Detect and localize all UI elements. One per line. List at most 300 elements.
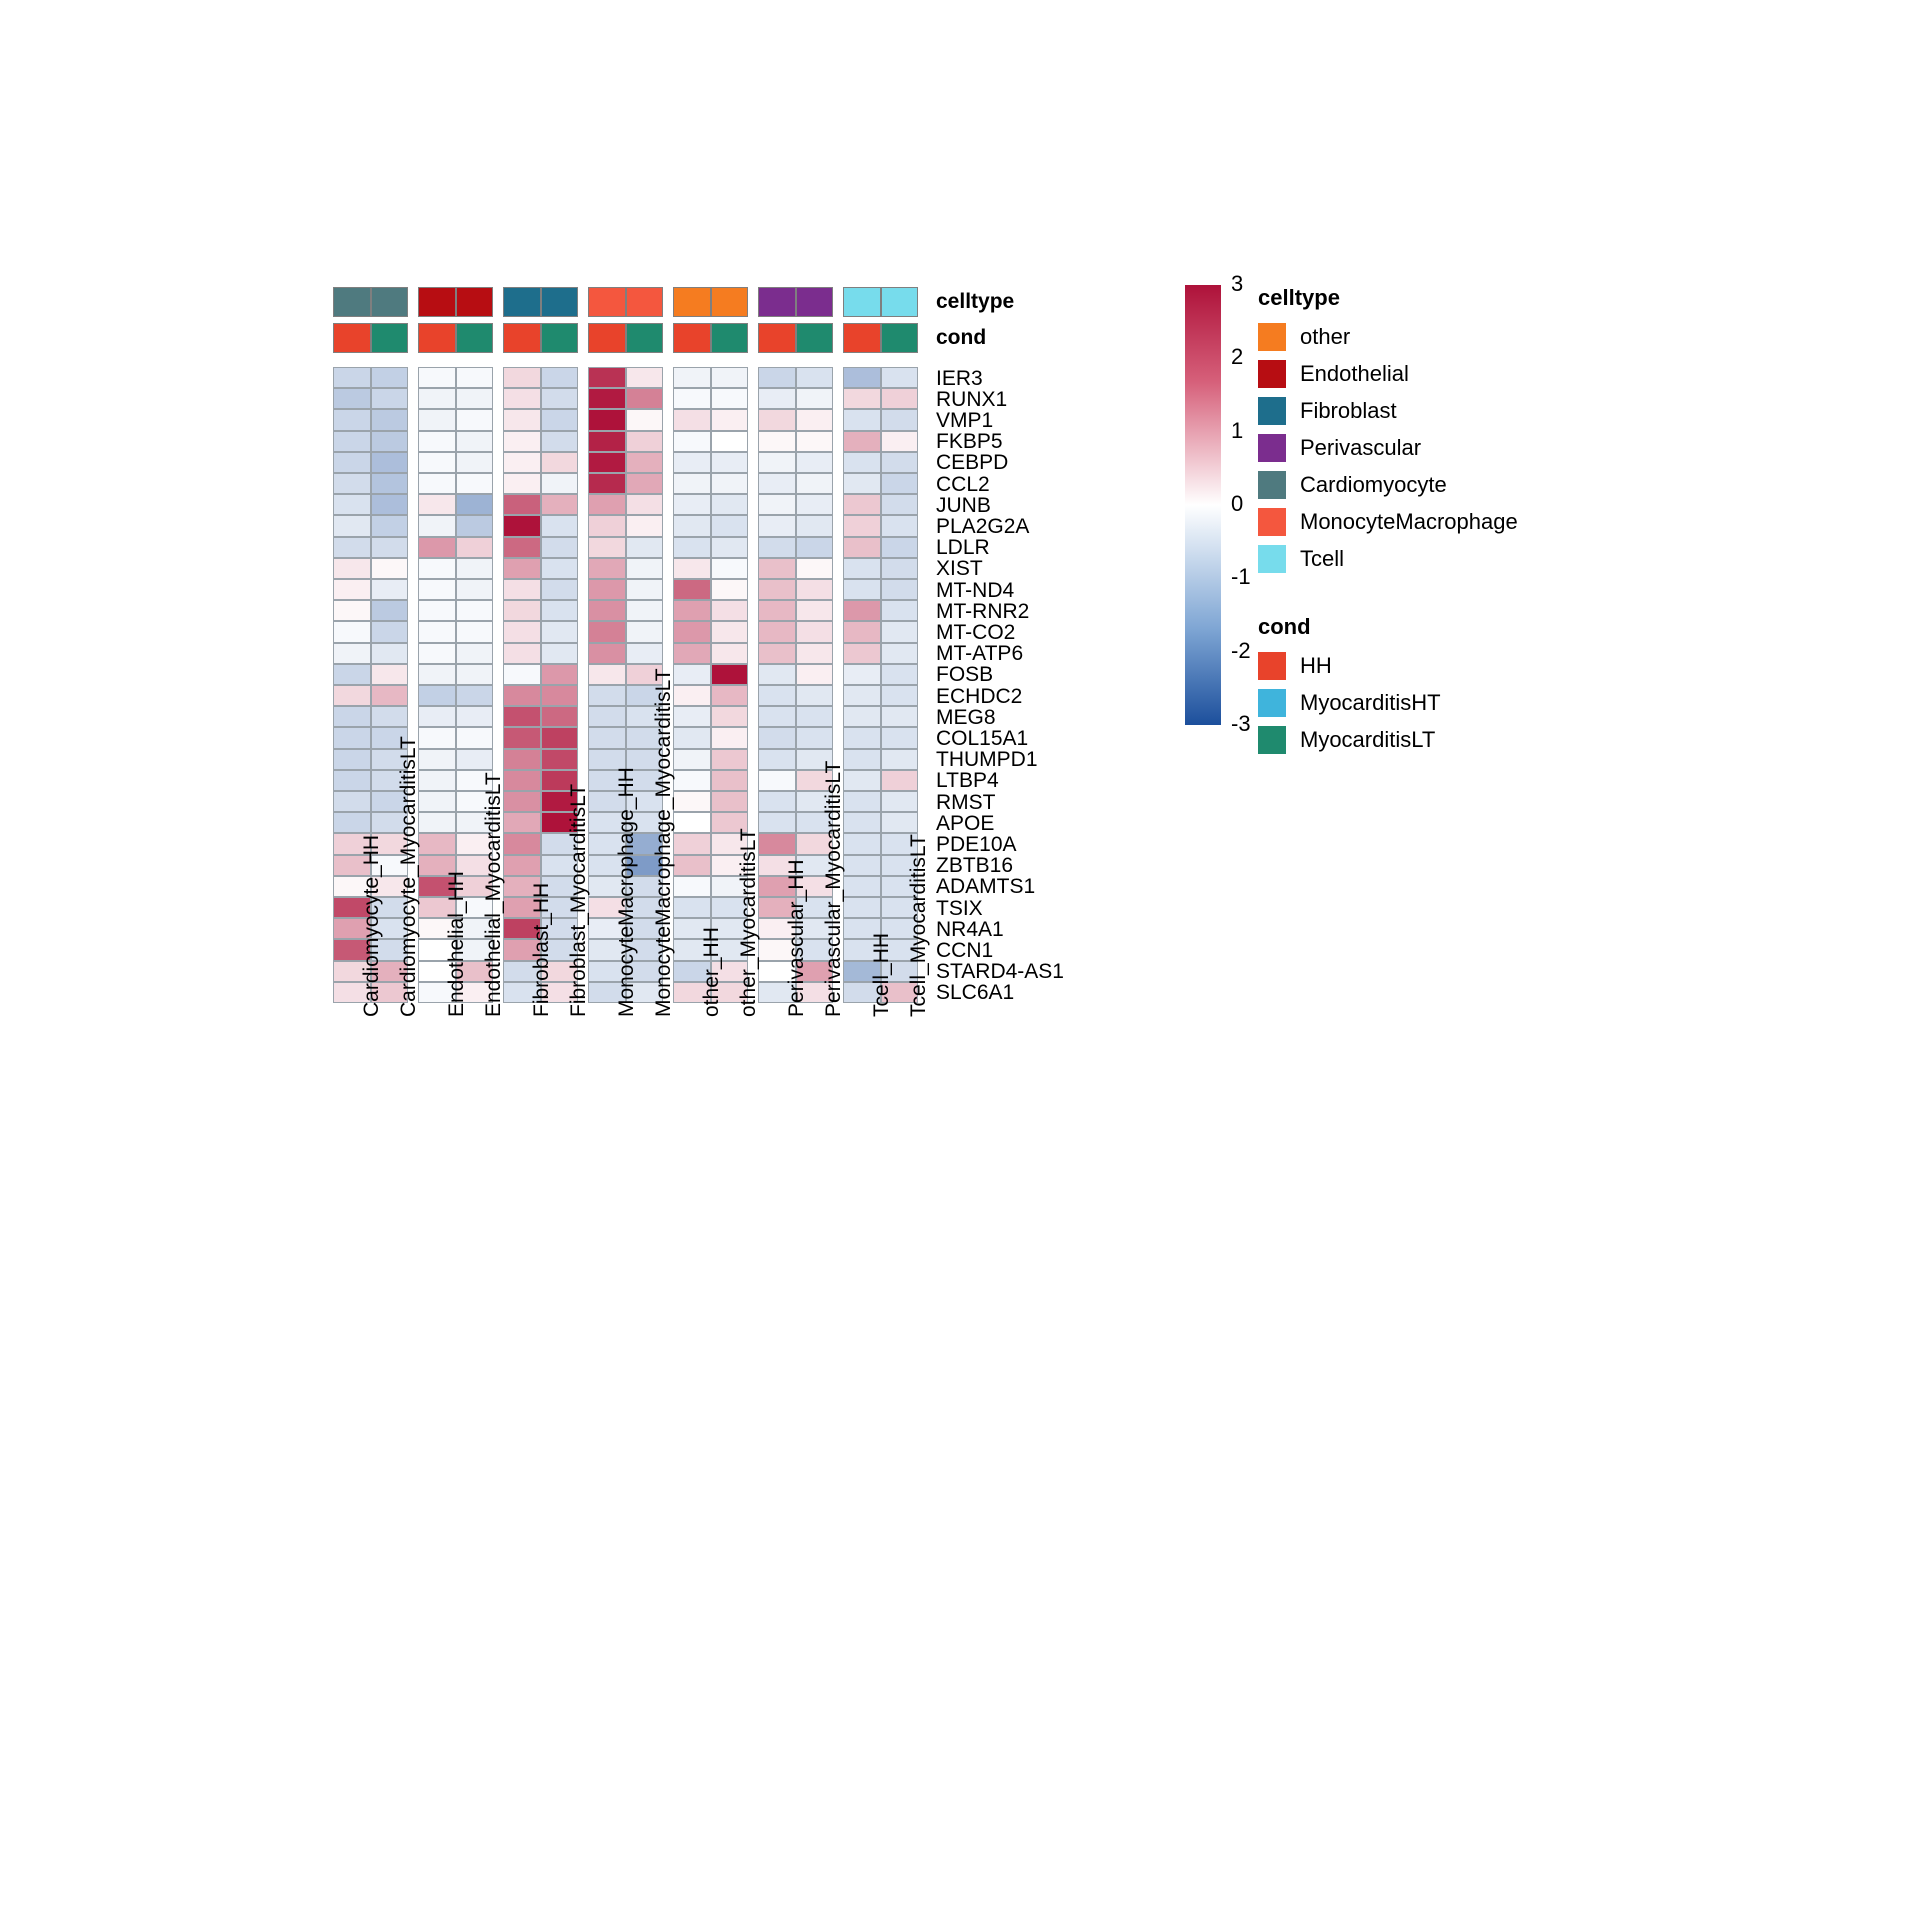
heatmap-cell — [673, 897, 711, 918]
heatmap-cell — [333, 494, 371, 515]
heatmap-cell — [626, 494, 664, 515]
heatmap-cell — [758, 367, 796, 388]
heatmap-cell — [673, 876, 711, 897]
row-label: ADAMTS1 — [936, 875, 1036, 899]
heatmap-cell — [418, 409, 456, 430]
heatmap-cell — [758, 621, 796, 642]
heatmap-cell — [711, 452, 749, 473]
heatmap-cell — [711, 664, 749, 685]
heatmap-cell — [843, 770, 881, 791]
annotation-cell-celltype — [796, 287, 834, 317]
heatmap-cell — [673, 664, 711, 685]
heatmap-cell — [843, 855, 881, 876]
legend-label: HH — [1300, 653, 1332, 678]
legend-cond — [1258, 614, 1441, 761]
legend-item[interactable] — [1258, 432, 1518, 464]
heatmap-cell — [418, 473, 456, 494]
heatmap-cell — [843, 727, 881, 748]
row-label: STARD4-AS1 — [936, 960, 1064, 984]
annotation-cell-celltype — [588, 287, 626, 317]
legend-label: other — [1300, 324, 1351, 349]
heatmap-cell — [333, 367, 371, 388]
heatmap-cell — [418, 706, 456, 727]
heatmap-cell — [588, 431, 626, 452]
heatmap-cell — [333, 685, 371, 706]
heatmap-cell — [626, 367, 664, 388]
heatmap-cell — [796, 664, 834, 685]
heatmap-cell — [796, 388, 834, 409]
heatmap-cell — [418, 537, 456, 558]
heatmap-cell — [626, 388, 664, 409]
heatmap-cell — [711, 537, 749, 558]
row-label: LDLR — [936, 536, 990, 560]
annotation-cell-celltype — [626, 287, 664, 317]
annotation-cell-celltype — [881, 287, 919, 317]
heatmap-cell — [711, 388, 749, 409]
heatmap-cell — [711, 409, 749, 430]
row-label: FKBP5 — [936, 430, 1003, 454]
heatmap-cell — [418, 558, 456, 579]
heatmap-cell — [333, 515, 371, 536]
heatmap-cell — [673, 537, 711, 558]
heatmap-cell — [758, 770, 796, 791]
annotation-cell-cond — [881, 323, 919, 353]
heatmap-cell — [626, 409, 664, 430]
heatmap-cell — [673, 473, 711, 494]
heatmap-cell — [843, 833, 881, 854]
annotation-cell-celltype — [711, 287, 749, 317]
heatmap-cell — [418, 812, 456, 833]
heatmap-cell — [588, 685, 626, 706]
heatmap-cell — [673, 770, 711, 791]
annotation-cell-cond — [503, 323, 541, 353]
heatmap-cell — [503, 409, 541, 430]
heatmap-cell — [843, 706, 881, 727]
heatmap-cell — [881, 367, 919, 388]
legend-item[interactable] — [1258, 469, 1518, 501]
heatmap-cell — [418, 600, 456, 621]
heatmap-cell — [333, 452, 371, 473]
heatmap-cell — [881, 452, 919, 473]
heatmap-cell — [588, 727, 626, 748]
heatmap-cell — [541, 600, 579, 621]
heatmap-cell — [711, 706, 749, 727]
heatmap-cell — [333, 643, 371, 664]
heatmap-cell — [673, 791, 711, 812]
annotation-cell-celltype — [758, 287, 796, 317]
heatmap-cell — [371, 431, 409, 452]
heatmap-cell — [588, 579, 626, 600]
heatmap-cell — [503, 515, 541, 536]
annotation-cell-celltype — [503, 287, 541, 317]
heatmap-cell — [333, 791, 371, 812]
heatmap-cell — [881, 388, 919, 409]
heatmap-cell — [796, 409, 834, 430]
annotation-cell-cond — [541, 323, 579, 353]
heatmap-cell — [333, 388, 371, 409]
heatmap-cell — [588, 706, 626, 727]
heatmap-cell — [758, 833, 796, 854]
heatmap-cell — [881, 558, 919, 579]
heatmap-cell — [371, 706, 409, 727]
heatmap-cell — [588, 664, 626, 685]
heatmap-cell — [456, 727, 494, 748]
heatmap-cell — [758, 812, 796, 833]
heatmap-cell — [333, 749, 371, 770]
row-label: MT-ATP6 — [936, 642, 1024, 666]
heatmap-cell — [503, 621, 541, 642]
column-label: Perivascular_HH — [784, 859, 808, 1017]
heatmap-cell — [758, 388, 796, 409]
heatmap-cell — [503, 643, 541, 664]
heatmap-cell — [711, 558, 749, 579]
heatmap-cell — [418, 452, 456, 473]
heatmap-cell — [626, 558, 664, 579]
legend-item[interactable] — [1258, 650, 1441, 682]
heatmap-cell — [796, 727, 834, 748]
heatmap-cell — [673, 452, 711, 473]
heatmap-cell — [333, 706, 371, 727]
annotation-cell-cond — [711, 323, 749, 353]
heatmap-cell — [673, 812, 711, 833]
heatmap-cell — [626, 537, 664, 558]
heatmap-cell — [588, 473, 626, 494]
row-label: RUNX1 — [936, 387, 1008, 411]
heatmap-cell — [758, 431, 796, 452]
heatmap-cell — [673, 727, 711, 748]
heatmap-cell — [418, 833, 456, 854]
legend-title: cond — [1258, 614, 1311, 639]
heatmap-cell — [456, 685, 494, 706]
legend-item[interactable] — [1258, 395, 1518, 427]
row-label: IER3 — [936, 366, 983, 390]
row-label: COL15A1 — [936, 727, 1029, 750]
heatmap-cell — [371, 600, 409, 621]
heatmap-cell — [456, 409, 494, 430]
heatmap-cell — [881, 621, 919, 642]
heatmap-cell — [673, 621, 711, 642]
row-label: ZBTB16 — [936, 854, 1014, 878]
annotation-cell-celltype — [673, 287, 711, 317]
annotation-cell-cond — [673, 323, 711, 353]
heatmap-cell — [456, 579, 494, 600]
colorbar-gradient — [1185, 285, 1221, 725]
annotation-cell-cond — [796, 323, 834, 353]
legend-item[interactable] — [1258, 687, 1441, 719]
column-label: Fibroblast_HH — [529, 882, 553, 1017]
heatmap-cell — [881, 431, 919, 452]
heatmap-cell — [371, 685, 409, 706]
legend-label: Cardiomyocyte — [1300, 472, 1447, 497]
row-label: APOE — [936, 811, 995, 835]
row-label: JUNB — [936, 493, 991, 517]
legend-swatch-icon — [1258, 360, 1286, 388]
heatmap-cell — [843, 388, 881, 409]
heatmap-cell — [503, 706, 541, 727]
heatmap-cell — [418, 685, 456, 706]
heatmap-cell — [711, 494, 749, 515]
heatmap-cell — [626, 431, 664, 452]
heatmap-cell — [796, 473, 834, 494]
heatmap-cell — [503, 494, 541, 515]
heatmap-cell — [503, 749, 541, 770]
heatmap-cell — [333, 473, 371, 494]
heatmap-cell — [711, 367, 749, 388]
heatmap-cell — [711, 727, 749, 748]
heatmap-cell — [371, 367, 409, 388]
heatmap-cell — [673, 494, 711, 515]
heatmap-cell — [673, 367, 711, 388]
heatmap-cell — [758, 600, 796, 621]
column-label: Tcell_HH — [869, 932, 893, 1017]
heatmap-cell — [503, 600, 541, 621]
heatmap-cell — [503, 855, 541, 876]
heatmap-cell — [541, 537, 579, 558]
heatmap-cell — [371, 558, 409, 579]
heatmap-cell — [673, 388, 711, 409]
heatmap-cell — [843, 409, 881, 430]
row-label: RMST — [936, 790, 996, 814]
heatmap-cell — [881, 579, 919, 600]
row-label: ECHDC2 — [936, 684, 1023, 708]
column-label: other_MyocarditisLT — [737, 828, 761, 1017]
heatmap-cell — [673, 515, 711, 536]
annotation-cell-cond — [588, 323, 626, 353]
heatmap-cell — [503, 473, 541, 494]
heatmap-cell — [881, 664, 919, 685]
heatmap-cell — [843, 579, 881, 600]
legend-label: Endothelial — [1300, 361, 1409, 386]
column-label: Endothelial_MyocarditisLT — [482, 772, 506, 1017]
annotation-cell-celltype — [333, 287, 371, 317]
row-label: CEBPD — [936, 451, 1009, 475]
heatmap-cell — [503, 727, 541, 748]
heatmap-cell — [843, 812, 881, 833]
heatmap-cell — [503, 770, 541, 791]
heatmap-cell — [333, 727, 371, 748]
colorbar — [1185, 285, 1221, 725]
row-label: MEG8 — [936, 705, 996, 729]
legend-swatch-icon — [1258, 726, 1286, 754]
legend-swatch-icon — [1258, 689, 1286, 717]
column-label: MonocyteMacrophage_MyocarditisLT — [652, 668, 676, 1017]
heatmap-cell — [711, 621, 749, 642]
heatmap-cell — [796, 431, 834, 452]
heatmap-cell — [711, 473, 749, 494]
heatmap-cell — [541, 473, 579, 494]
heatmap-cell — [758, 727, 796, 748]
heatmap-cell — [371, 621, 409, 642]
heatmap-cell — [796, 494, 834, 515]
heatmap-cell — [456, 494, 494, 515]
annotation-cell-cond — [843, 323, 881, 353]
column-label: Cardiomyocyte_MyocarditisLT — [397, 736, 421, 1017]
heatmap-cell — [881, 537, 919, 558]
heatmap-cell — [843, 367, 881, 388]
heatmap-cell — [418, 515, 456, 536]
heatmap-cell — [843, 558, 881, 579]
heatmap-cell — [541, 431, 579, 452]
heatmap-cell — [333, 409, 371, 430]
heatmap-cell — [881, 706, 919, 727]
annotation-cell-cond — [418, 323, 456, 353]
heatmap-cell — [881, 791, 919, 812]
heatmap-cell — [796, 621, 834, 642]
column-label: MonocyteMacrophage_HH — [614, 767, 638, 1017]
heatmap-cell — [588, 388, 626, 409]
annotation-row-label-celltype: celltype — [936, 290, 1015, 313]
heatmap-cell — [711, 515, 749, 536]
heatmap-cell — [626, 621, 664, 642]
heatmap-cell — [796, 367, 834, 388]
heatmap-cell — [796, 643, 834, 664]
heatmap-cell — [418, 367, 456, 388]
heatmap-cell — [503, 431, 541, 452]
heatmap-cell — [626, 579, 664, 600]
heatmap-cell — [881, 409, 919, 430]
legend-label: MyocarditisLT — [1300, 727, 1436, 752]
heatmap-cell — [758, 579, 796, 600]
heatmap-cell — [588, 515, 626, 536]
row-label: LTBP4 — [936, 769, 999, 793]
annotation-cell-cond — [758, 323, 796, 353]
heatmap-cell — [881, 473, 919, 494]
heatmap-cell — [333, 812, 371, 833]
heatmap-cell — [843, 537, 881, 558]
heatmap-cell — [843, 685, 881, 706]
heatmap-cell — [503, 812, 541, 833]
heatmap-cell — [371, 452, 409, 473]
heatmap-cell — [371, 515, 409, 536]
heatmap-cell — [456, 706, 494, 727]
heatmap-cell — [626, 515, 664, 536]
heatmap-cell — [503, 367, 541, 388]
legend-item[interactable] — [1258, 506, 1518, 538]
heatmap-cell — [333, 579, 371, 600]
heatmap-cell — [626, 643, 664, 664]
row-label: MT-RNR2 — [936, 599, 1030, 623]
heatmap-cell — [673, 855, 711, 876]
row-label: XIST — [936, 557, 983, 581]
heatmap-cell — [843, 515, 881, 536]
heatmap-cell — [881, 515, 919, 536]
column-label: Fibroblast_MyocarditisLT — [567, 783, 591, 1017]
annotation-cell-celltype — [418, 287, 456, 317]
heatmap-cell — [418, 643, 456, 664]
heatmap-cell — [881, 812, 919, 833]
heatmap-cell — [588, 494, 626, 515]
heatmap-cell — [541, 367, 579, 388]
heatmap-cell — [843, 876, 881, 897]
annotation-cell-celltype — [843, 287, 881, 317]
row-label: NR4A1 — [936, 917, 1004, 941]
heatmap-cell — [418, 727, 456, 748]
legend-item[interactable] — [1258, 321, 1518, 353]
heatmap-cell — [758, 664, 796, 685]
legend-swatch-icon — [1258, 545, 1286, 573]
legend-item[interactable] — [1258, 724, 1441, 756]
column-label: other_HH — [699, 927, 723, 1017]
heatmap-cell — [796, 558, 834, 579]
heatmap-cell — [418, 749, 456, 770]
row-label: CCN1 — [936, 939, 994, 962]
heatmap-cell — [711, 643, 749, 664]
heatmap-cell — [711, 685, 749, 706]
heatmap-cell — [758, 643, 796, 664]
heatmap-cell — [541, 388, 579, 409]
legend-title: celltype — [1258, 285, 1340, 310]
legend-swatch-icon — [1258, 397, 1286, 425]
colorbar-tick: 3 — [1231, 271, 1244, 296]
heatmap-cell — [588, 452, 626, 473]
heatmap-cell — [758, 452, 796, 473]
heatmap-cell — [881, 770, 919, 791]
annotation-cell-cond — [333, 323, 371, 353]
heatmap-cell — [711, 431, 749, 452]
legend-item[interactable] — [1258, 358, 1518, 390]
heatmap-cell — [881, 749, 919, 770]
heatmap-cell — [588, 367, 626, 388]
heatmap-cell — [843, 494, 881, 515]
heatmap-cell — [456, 515, 494, 536]
legend-swatch-icon — [1258, 323, 1286, 351]
legend-swatch-icon — [1258, 434, 1286, 462]
colorbar-tick: -3 — [1231, 711, 1251, 736]
heatmap-cell — [456, 621, 494, 642]
column-label: Endothelial_HH — [444, 871, 468, 1017]
heatmap-cell — [843, 749, 881, 770]
heatmap-cell — [503, 833, 541, 854]
legend-item[interactable] — [1258, 543, 1518, 575]
heatmap-cell — [503, 558, 541, 579]
heatmap-cell — [371, 388, 409, 409]
heatmap-cell — [371, 409, 409, 430]
heatmap-cell — [371, 473, 409, 494]
heatmap-cell — [503, 452, 541, 473]
annotation-cell-celltype — [541, 287, 579, 317]
heatmap-cell — [881, 643, 919, 664]
heatmap-cell — [673, 685, 711, 706]
legend-label: MonocyteMacrophage — [1300, 509, 1518, 534]
heatmap-cell — [711, 791, 749, 812]
heatmap-cell — [541, 621, 579, 642]
heatmap-cell — [503, 388, 541, 409]
heatmap-cell — [843, 791, 881, 812]
heatmap-cell — [673, 431, 711, 452]
heatmap-cell — [541, 727, 579, 748]
heatmap-cell — [626, 473, 664, 494]
heatmap-cell — [843, 600, 881, 621]
heatmap-cell — [418, 494, 456, 515]
heatmap-cell — [881, 600, 919, 621]
heatmap-cell — [503, 664, 541, 685]
legend-swatch-icon — [1258, 508, 1286, 536]
row-label: PDE10A — [936, 833, 1017, 856]
annotation-cell-cond — [626, 323, 664, 353]
heatmap-cell — [418, 770, 456, 791]
heatmap-cell — [456, 600, 494, 621]
annotation-cell-cond — [371, 323, 409, 353]
row-label: FOSB — [936, 663, 994, 687]
heatmap-cell — [673, 833, 711, 854]
heatmap-cell — [333, 558, 371, 579]
column-label: Perivascular_MyocarditisLT — [822, 760, 846, 1017]
heatmap-cell — [503, 685, 541, 706]
heatmap-cell — [541, 409, 579, 430]
heatmap-cell — [843, 664, 881, 685]
heatmap-cell — [588, 621, 626, 642]
heatmap-cell — [333, 431, 371, 452]
